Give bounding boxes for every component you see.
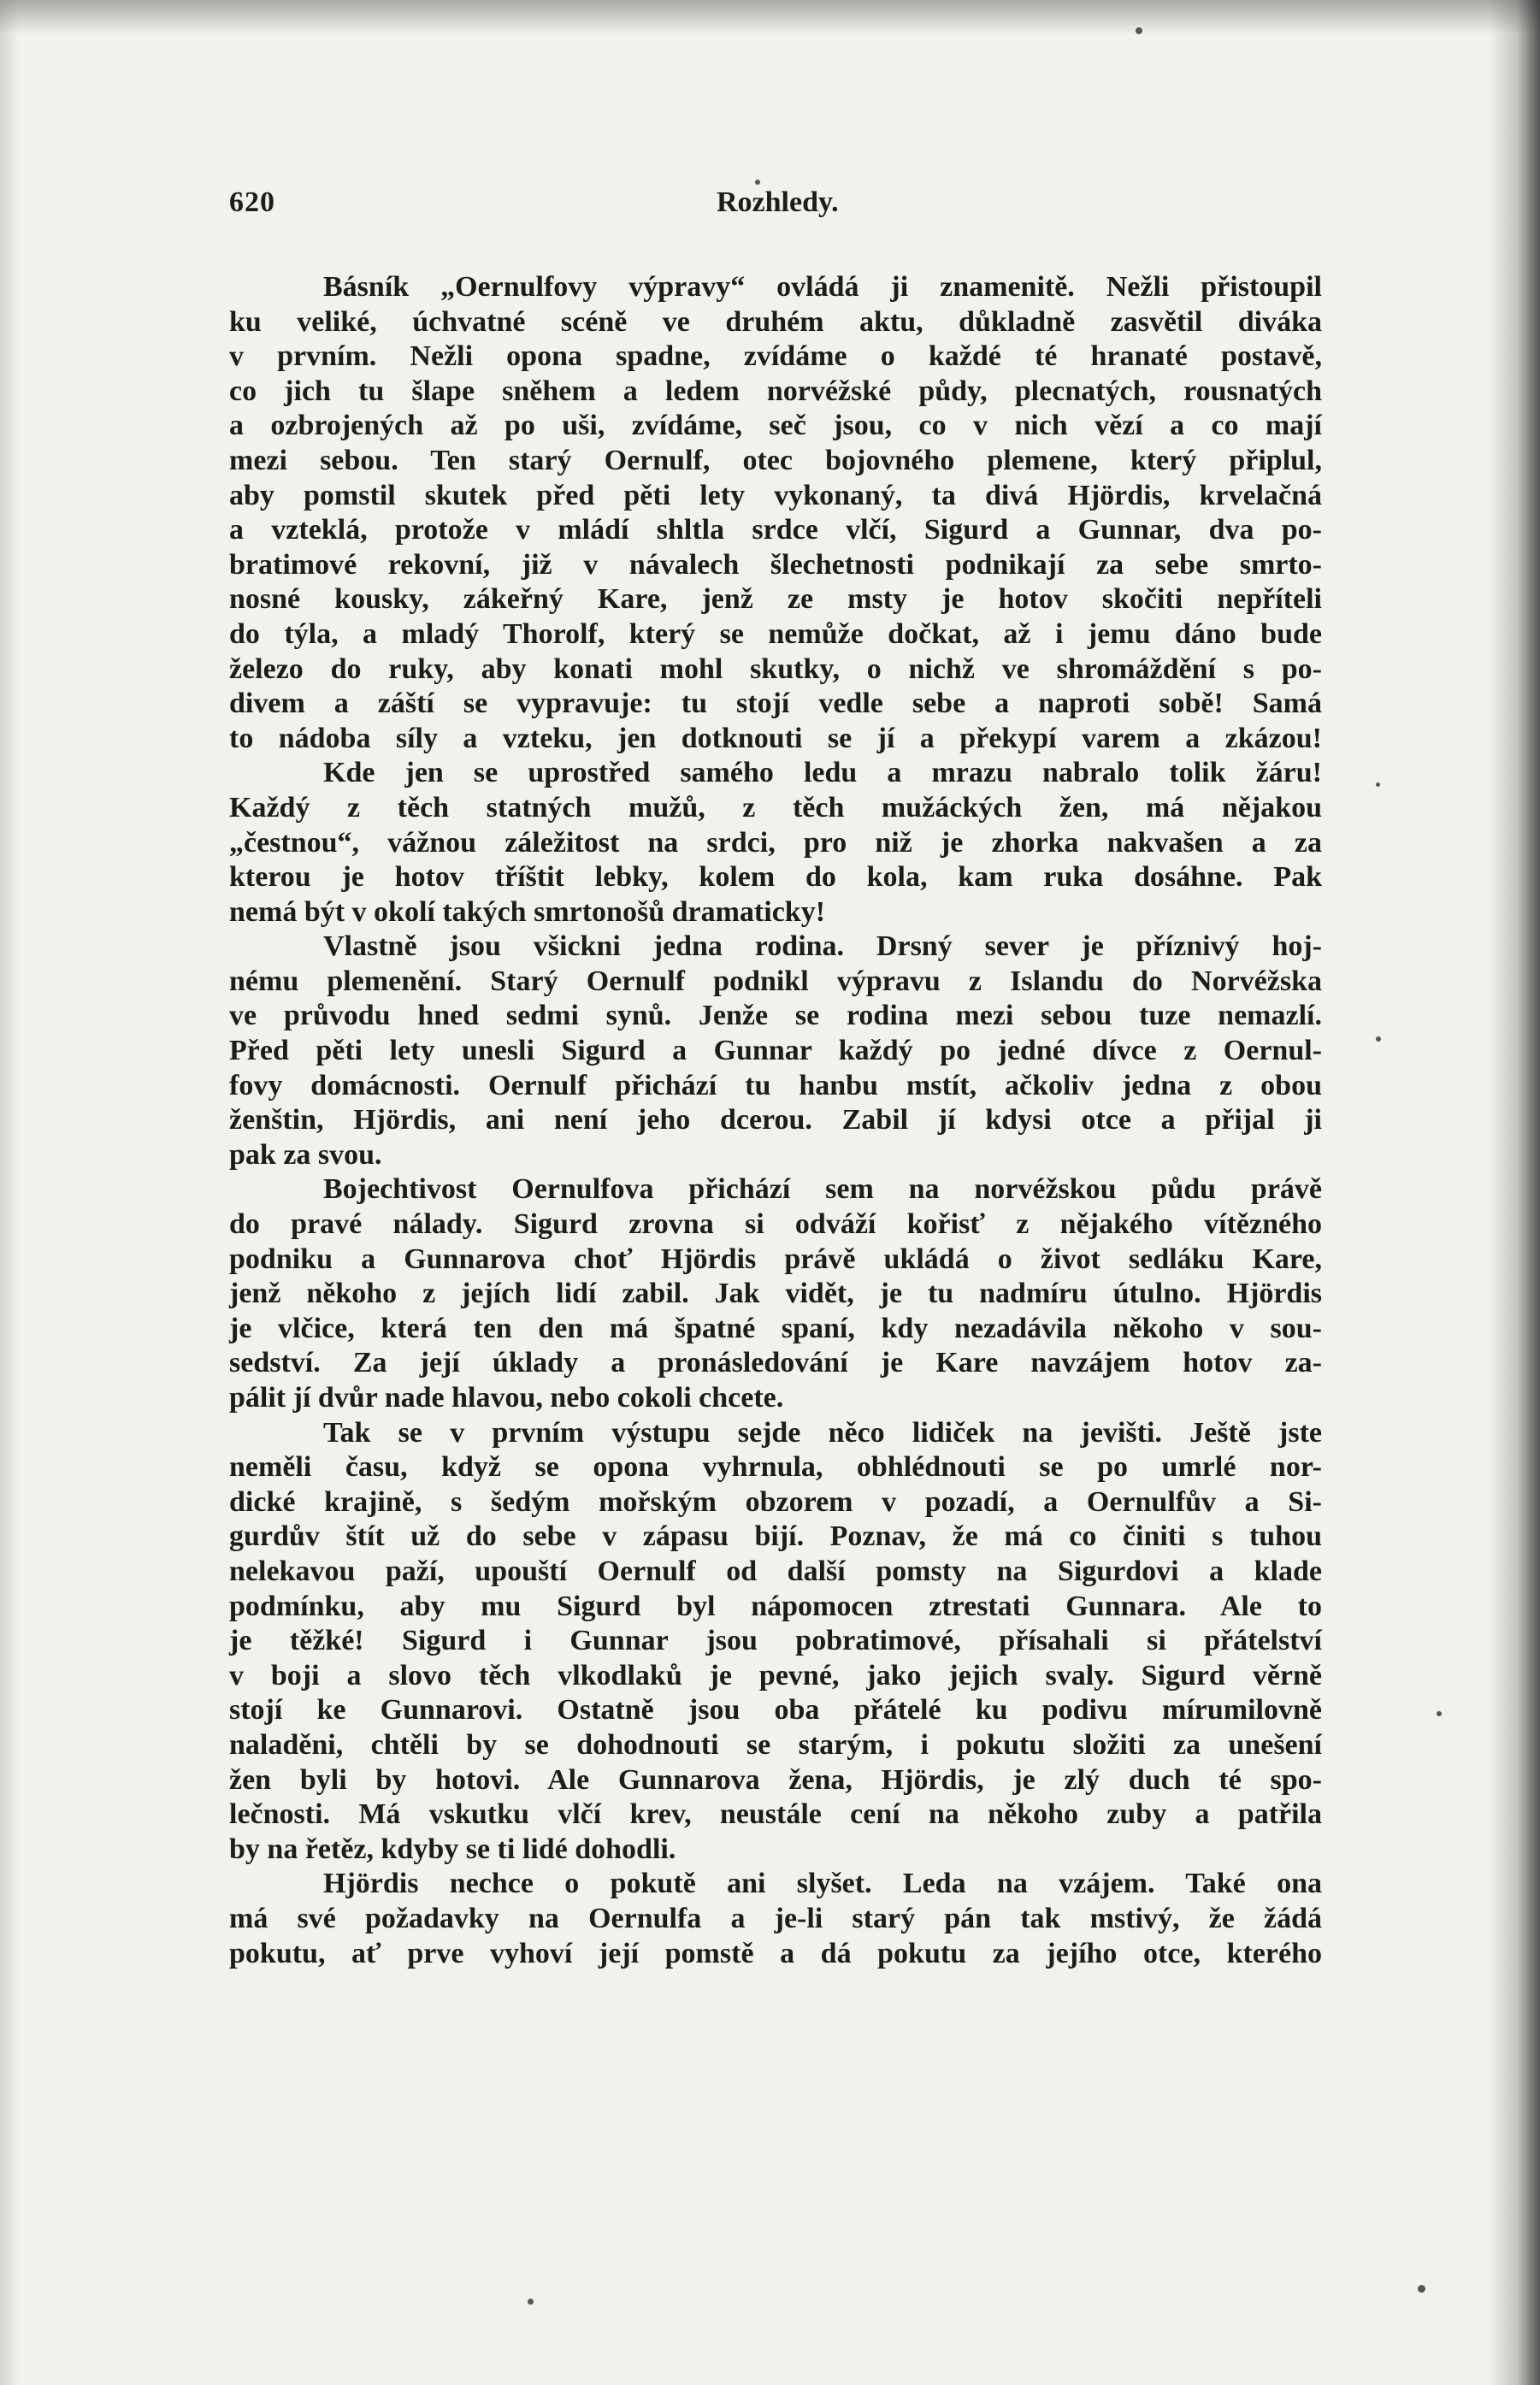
text-line: sedství. Za její úklady a pronásledování je Kare navzájem hotov za- — [229, 1347, 1322, 1379]
scan-speck — [528, 2299, 534, 2305]
text-line: nému plemenění. Starý Oernulf podnikl výpravu z Islandu do Norvéžska — [229, 965, 1322, 997]
paragraph-4 — [229, 1172, 1322, 1415]
text-line: divem a záští se vypravuje: tu stojí vedle sebe a naproti sobě! Samá — [229, 688, 1322, 720]
scan-speck — [755, 180, 760, 185]
scan-speck — [1376, 1036, 1381, 1042]
text-line: nemá být v okolí takých smrtonošů dramaticky! — [229, 895, 826, 928]
text-line: a vzteklá, protože v mládí shltla srdce vlčí, Sigurd a Gunnar, dva po- — [229, 514, 1322, 546]
text-line: fovy domácnosti. Oernulf přichází tu hanbu mstít, ačkoliv jedna z obou — [229, 1069, 1322, 1101]
text-line: má své požadavky na Oernulfa a je-li starý pán tak mstivý, že žádá — [229, 1902, 1322, 1934]
text-line: Vlastně jsou všickni jedna rodina. Drsný sever je příznivý hoj- — [323, 930, 1322, 963]
text-line: lečnosti. Má vskutku vlčí krev, neustále cení na někoho zuby a patřila — [229, 1798, 1322, 1831]
text-line: Každý z těch statných mužů, z těch mužáckých žen, má nějakou — [229, 791, 1322, 824]
text-line: je vlčice, která ten den má špatné spaní, kdy nezadávila někoho v sou- — [229, 1312, 1322, 1344]
text-line: do týla, a mladý Thorolf, který se nemůže dočkat, až i jemu dáno bude — [229, 617, 1322, 650]
text-line: kterou je hotov tříštit lebky, kolem do kola, kam ruka dosáhne. Pak — [229, 861, 1322, 894]
text-line: ku veliké, úchvatné scéně ve druhém aktu, důkladně zasvětil diváka — [229, 305, 1322, 338]
text-line: naladěni, chtěli by se dohodnouti se starým, i pokutu složiti za unešení — [229, 1728, 1322, 1761]
text-line: aby pomstil skutek před pěti lety vykonaný, ta divá Hjördis, krvelačná — [229, 479, 1322, 511]
text-line: Tak se v prvním výstupu sejde něco lidiček na jevišti. Ještě jste — [323, 1416, 1322, 1449]
paragraph-1 — [229, 270, 1322, 756]
scan-speck — [1418, 2285, 1425, 2293]
text-line: v prvním. Nežli opona spadne, zvídáme o každé té hranaté postavě, — [229, 340, 1322, 373]
paragraph-5 — [229, 1416, 1322, 1868]
page-header — [229, 186, 1324, 224]
text-line: by na řetěz, kdyby se ti lidé dohodli. — [229, 1833, 676, 1865]
text-line: a ozbrojených až po uši, zvídáme, seč jsou, co v nich vězí a co mají — [229, 410, 1322, 442]
text-line: gurdův štít už do sebe v zápasu bijí. Poznav, že má co činiti s tuhou — [229, 1520, 1322, 1553]
text-line: pokutu, ať prve vyhoví její pomstě a dá pokutu za jejího otce, kterého — [229, 1937, 1322, 1969]
paragraph-2 — [229, 756, 1322, 930]
text-line: nosné kousky, zákeřný Kare, jenž ze msty je hotov skočiti nepříteli — [229, 583, 1322, 616]
scan-shadow-top — [0, 0, 1540, 34]
text-line: stojí ke Gunnarovi. Ostatně jsou oba přátelé ku podivu mírumilovně — [229, 1694, 1322, 1727]
text-line: do pravé nálady. Sigurd zrovna si odváží kořisť z nějakého vítězného — [229, 1208, 1322, 1241]
text-line: Bojechtivost Oernulfova přichází sem na norvéžskou půdu právě — [323, 1173, 1322, 1206]
page-number: 620 — [229, 186, 275, 218]
text-line: co jich tu šlape sněhem a ledem norvéžské půdy, plecnatých, rousnatých — [229, 375, 1322, 407]
text-line: pak za svou. — [229, 1138, 382, 1171]
scan-shadow-left — [0, 0, 19, 2385]
running-head: Rozhledy. — [717, 186, 839, 218]
text-line: nelekavou paží, upouští Oernulf od další pomsty na Sigurdovi a klade — [229, 1555, 1322, 1587]
text-line: jenž někoho z jejích lidí zabil. Jak vidět, je tu nadmíru útulno. Hjördis — [229, 1278, 1322, 1310]
text-line: Hjördis nechce o pokutě ani slyšet. Leda na vzájem. Také ona — [323, 1868, 1322, 1900]
scan-speck — [1376, 782, 1380, 787]
text-line: dické krajině, s šedým mořským obzorem v pozadí, a Oernulfův a Si- — [229, 1485, 1322, 1518]
text-line: podmínku, aby mu Sigurd byl nápomocen ztrestati Gunnara. Ale to — [229, 1590, 1322, 1622]
body-text — [229, 270, 1322, 1971]
text-line: to nádoba síly a vzteku, jen dotknouti se jí a překypí varem a zkázou! — [229, 722, 1322, 754]
paragraph-6 — [229, 1867, 1322, 1971]
text-line: Básník „Oernulfovy výpravy“ ovládá ji znamenitě. Nežli přistoupil — [323, 271, 1322, 303]
scan-speck — [1136, 27, 1142, 34]
text-line: bratimové rekovní, již v návalech šlechetnosti podnikají za sebe smrto- — [229, 548, 1322, 581]
text-line: pálit jí dvůr nade hlavou, nebo cokoli chcete. — [229, 1382, 784, 1414]
scan-shadow-right — [1489, 0, 1540, 2385]
text-line: Před pěti lety unesli Sigurd a Gunnar každý po jedné dívce z Oernul- — [229, 1035, 1322, 1067]
text-line: ženštin, Hjördis, ani není jeho dcerou. Zabil jí kdysi otce a přijal ji — [229, 1104, 1322, 1136]
text-line: žen byli by hotovi. Ale Gunnarova žena, Hjördis, je zlý duch té spo- — [229, 1763, 1322, 1796]
text-line: „čestnou“, vážnou záležitost na srdci, pro niž je zhorka nakvašen a za — [229, 826, 1322, 859]
text-line: je těžké! Sigurd i Gunnar jsou pobratimové, přísahali si přátelství — [229, 1625, 1322, 1657]
text-line: mezi sebou. Ten starý Oernulf, otec bojovného plemene, který připlul, — [229, 444, 1322, 476]
text-line: neměli času, když se opona vyhrnula, obhlédnouti se po umrlé nor- — [229, 1451, 1322, 1484]
text-line: železo do ruky, aby konati mohl skutky, o nichž ve shromáždění s po- — [229, 652, 1322, 685]
text-line: podniku a Gunnarova choť Hjördis právě ukládá o život sedláku Kare, — [229, 1243, 1322, 1275]
text-line: v boji a slovo těch vlkodlaků je pevné, jako jejich svaly. Sigurd věrně — [229, 1659, 1322, 1691]
paragraph-3 — [229, 930, 1322, 1172]
text-line: Kde jen se uprostřed samého ledu a mrazu nabralo tolik žáru! — [323, 757, 1322, 789]
text-line: ve průvodu hned sedmi synů. Jenže se rodina mezi sebou tuze nemazlí. — [229, 1000, 1322, 1032]
scan-speck — [1437, 1711, 1442, 1716]
